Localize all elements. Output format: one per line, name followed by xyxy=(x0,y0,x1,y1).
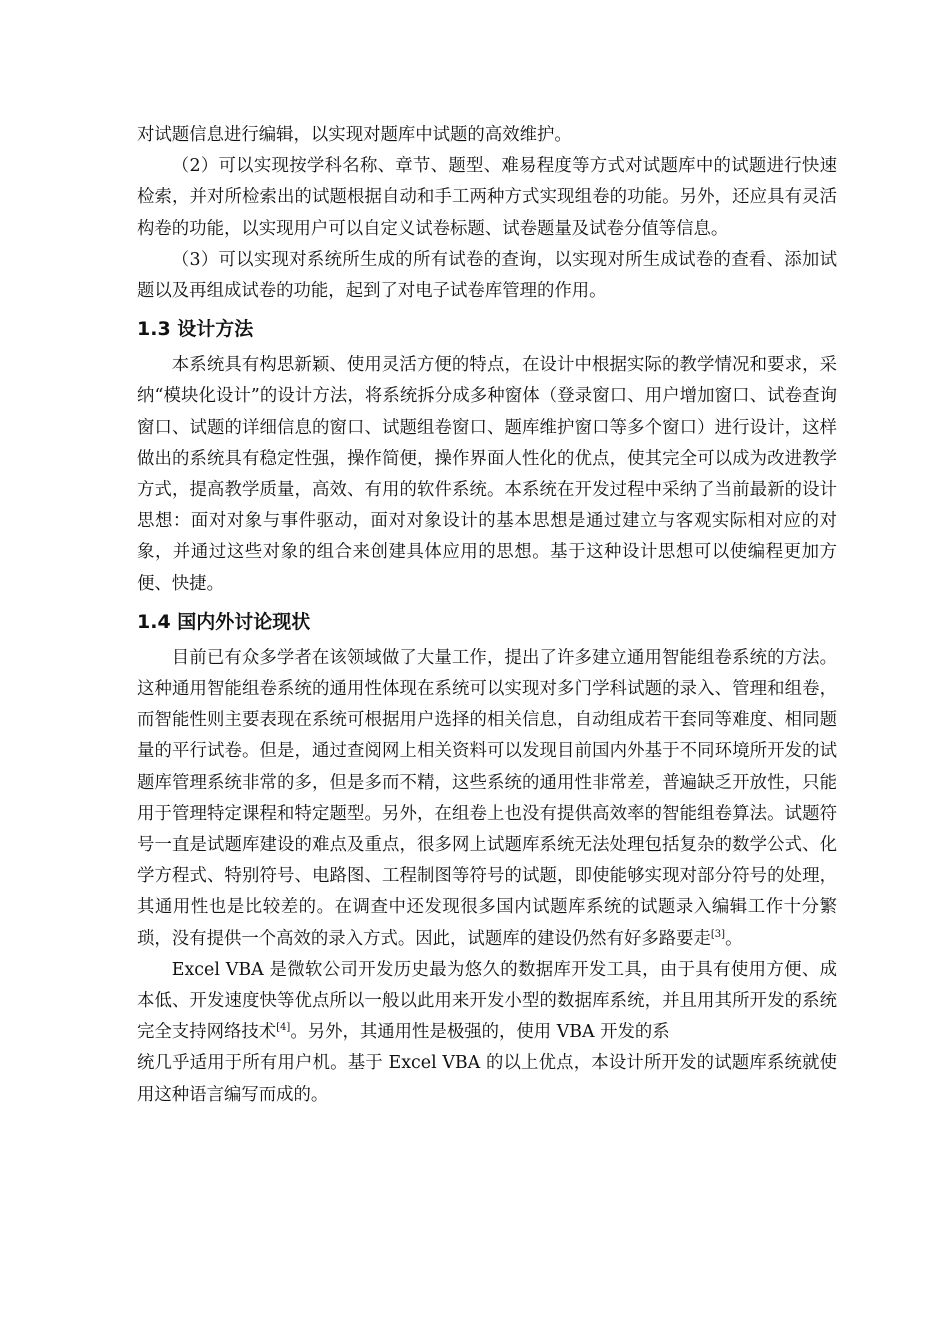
paragraph-design-method: 本系统具有构思新颖、使用灵活方便的特点，在设计中根据实际的教学情况和要求，采纳“模块化设计”的设计方法，将系统拆分成多种窗体（登录窗口、用户增加窗口、试卷查询窗口、试题的详细信息的窗口、试题组卷窗口、题库维护窗口等多个窗口）进行设计，这样做出的系统具有稳定性强，操作简便，操作界面人性化的优点，使其完全可以成为改进教学方式，提高教学质量，高效、有用的软件系统。本系统在开发过程中采纳了当前最新的设计思想：面对对象与事件驱动，面对对象设计的基本思想是通过建立与客观实际相对应的对象，并通过这些对象的组合来创建具体应用的思想。基于这种设计思想可以使编程更加方便、快捷。 xyxy=(137,355,837,594)
paragraph-1: 对试题信息进行编辑，以实现对题库中试题的高效维护。 xyxy=(137,125,572,145)
section-heading-1-4: 1.4 国内外讨论现状 xyxy=(137,610,311,633)
paragraph-excel-vba-text-b: 。另外，其通用性是极强的，使用 VBA 开发的系 xyxy=(290,1022,670,1043)
paragraph-2: （2）可以实现按学科名称、章节、题型、难易程度等方式对试题库中的试题进行快速检索，并对所检索出的试题根据自动和手工两种方式实现组卷的功能。另外，还应具有灵活构卷的功能，以实现用户可以自定义试卷标题、试卷题量及试卷分值等信息。 xyxy=(137,156,837,239)
paragraph-final: 统几乎适用于所有用户机。基于 Excel VBA 的以上优点，本设计所开发的试题库系统就使用这种语言编写而成的。 xyxy=(137,1053,837,1105)
document-page xyxy=(137,120,837,1111)
paragraph-3: （3）可以实现对系统所生成的所有试卷的查询，以实现对所生成试卷的查看、添加试题以及再组成试卷的功能，起到了对电子试卷库管理的作用。 xyxy=(137,249,837,302)
citation-4: [4] xyxy=(276,1022,291,1034)
paragraph-excel-vba xyxy=(137,955,837,1049)
paragraph-research-status xyxy=(137,643,837,955)
paragraph-excel-vba-text-a: Excel VBA 是微软公司开发历史最为悠久的数据库开发工具，由于具有使用方便、成本低、开发速度快等优点所以一般以此用来开发小型的数据库系统，并且用其所开发的系统完全支持网络技术 xyxy=(137,959,837,1043)
citation-3: [3] xyxy=(710,928,726,940)
paragraph-research-status-text: 目前已有众多学者在该领域做了大量工作，提出了许多建立通用智能组卷系统的方法。这种通用智能组卷系统的通用性体现在系统可以实现对多门学科试题的录入、管理和组卷，而智能性则主要表现在系统可根据用户选择的相关信息，自动组成若干套同等难度、相同题量的平行试卷。但是，通过查阅网上相关资料可以发现目前国内外基于不同环境所开发的试题库管理系统非常的多，但是多而不精，这些系统的通用性非常差，普遍缺乏开放性，只能用于管理特定课程和特定题型。另外，在组卷上也没有提供高效率的智能组卷算法。试题符号一直是试题库建设的难点及重点，很多网上试题库系统无法处理包括复杂的数学公式、化学方程式、特别符号、电路图、工程制图等符号的试题，即使能够实现对部分符号的处理，其通用性也是比较差的。在调查中还发现很多国内试题库系统的试题录入编辑工作十分繁琐，没有提供一个高效的录入方式。因此，试题库的建设仍然有好多路要走 xyxy=(137,647,837,949)
section-heading-1-3: 1.3 设计方法 xyxy=(137,318,254,341)
paragraph-research-status-end: 。 xyxy=(725,928,743,949)
